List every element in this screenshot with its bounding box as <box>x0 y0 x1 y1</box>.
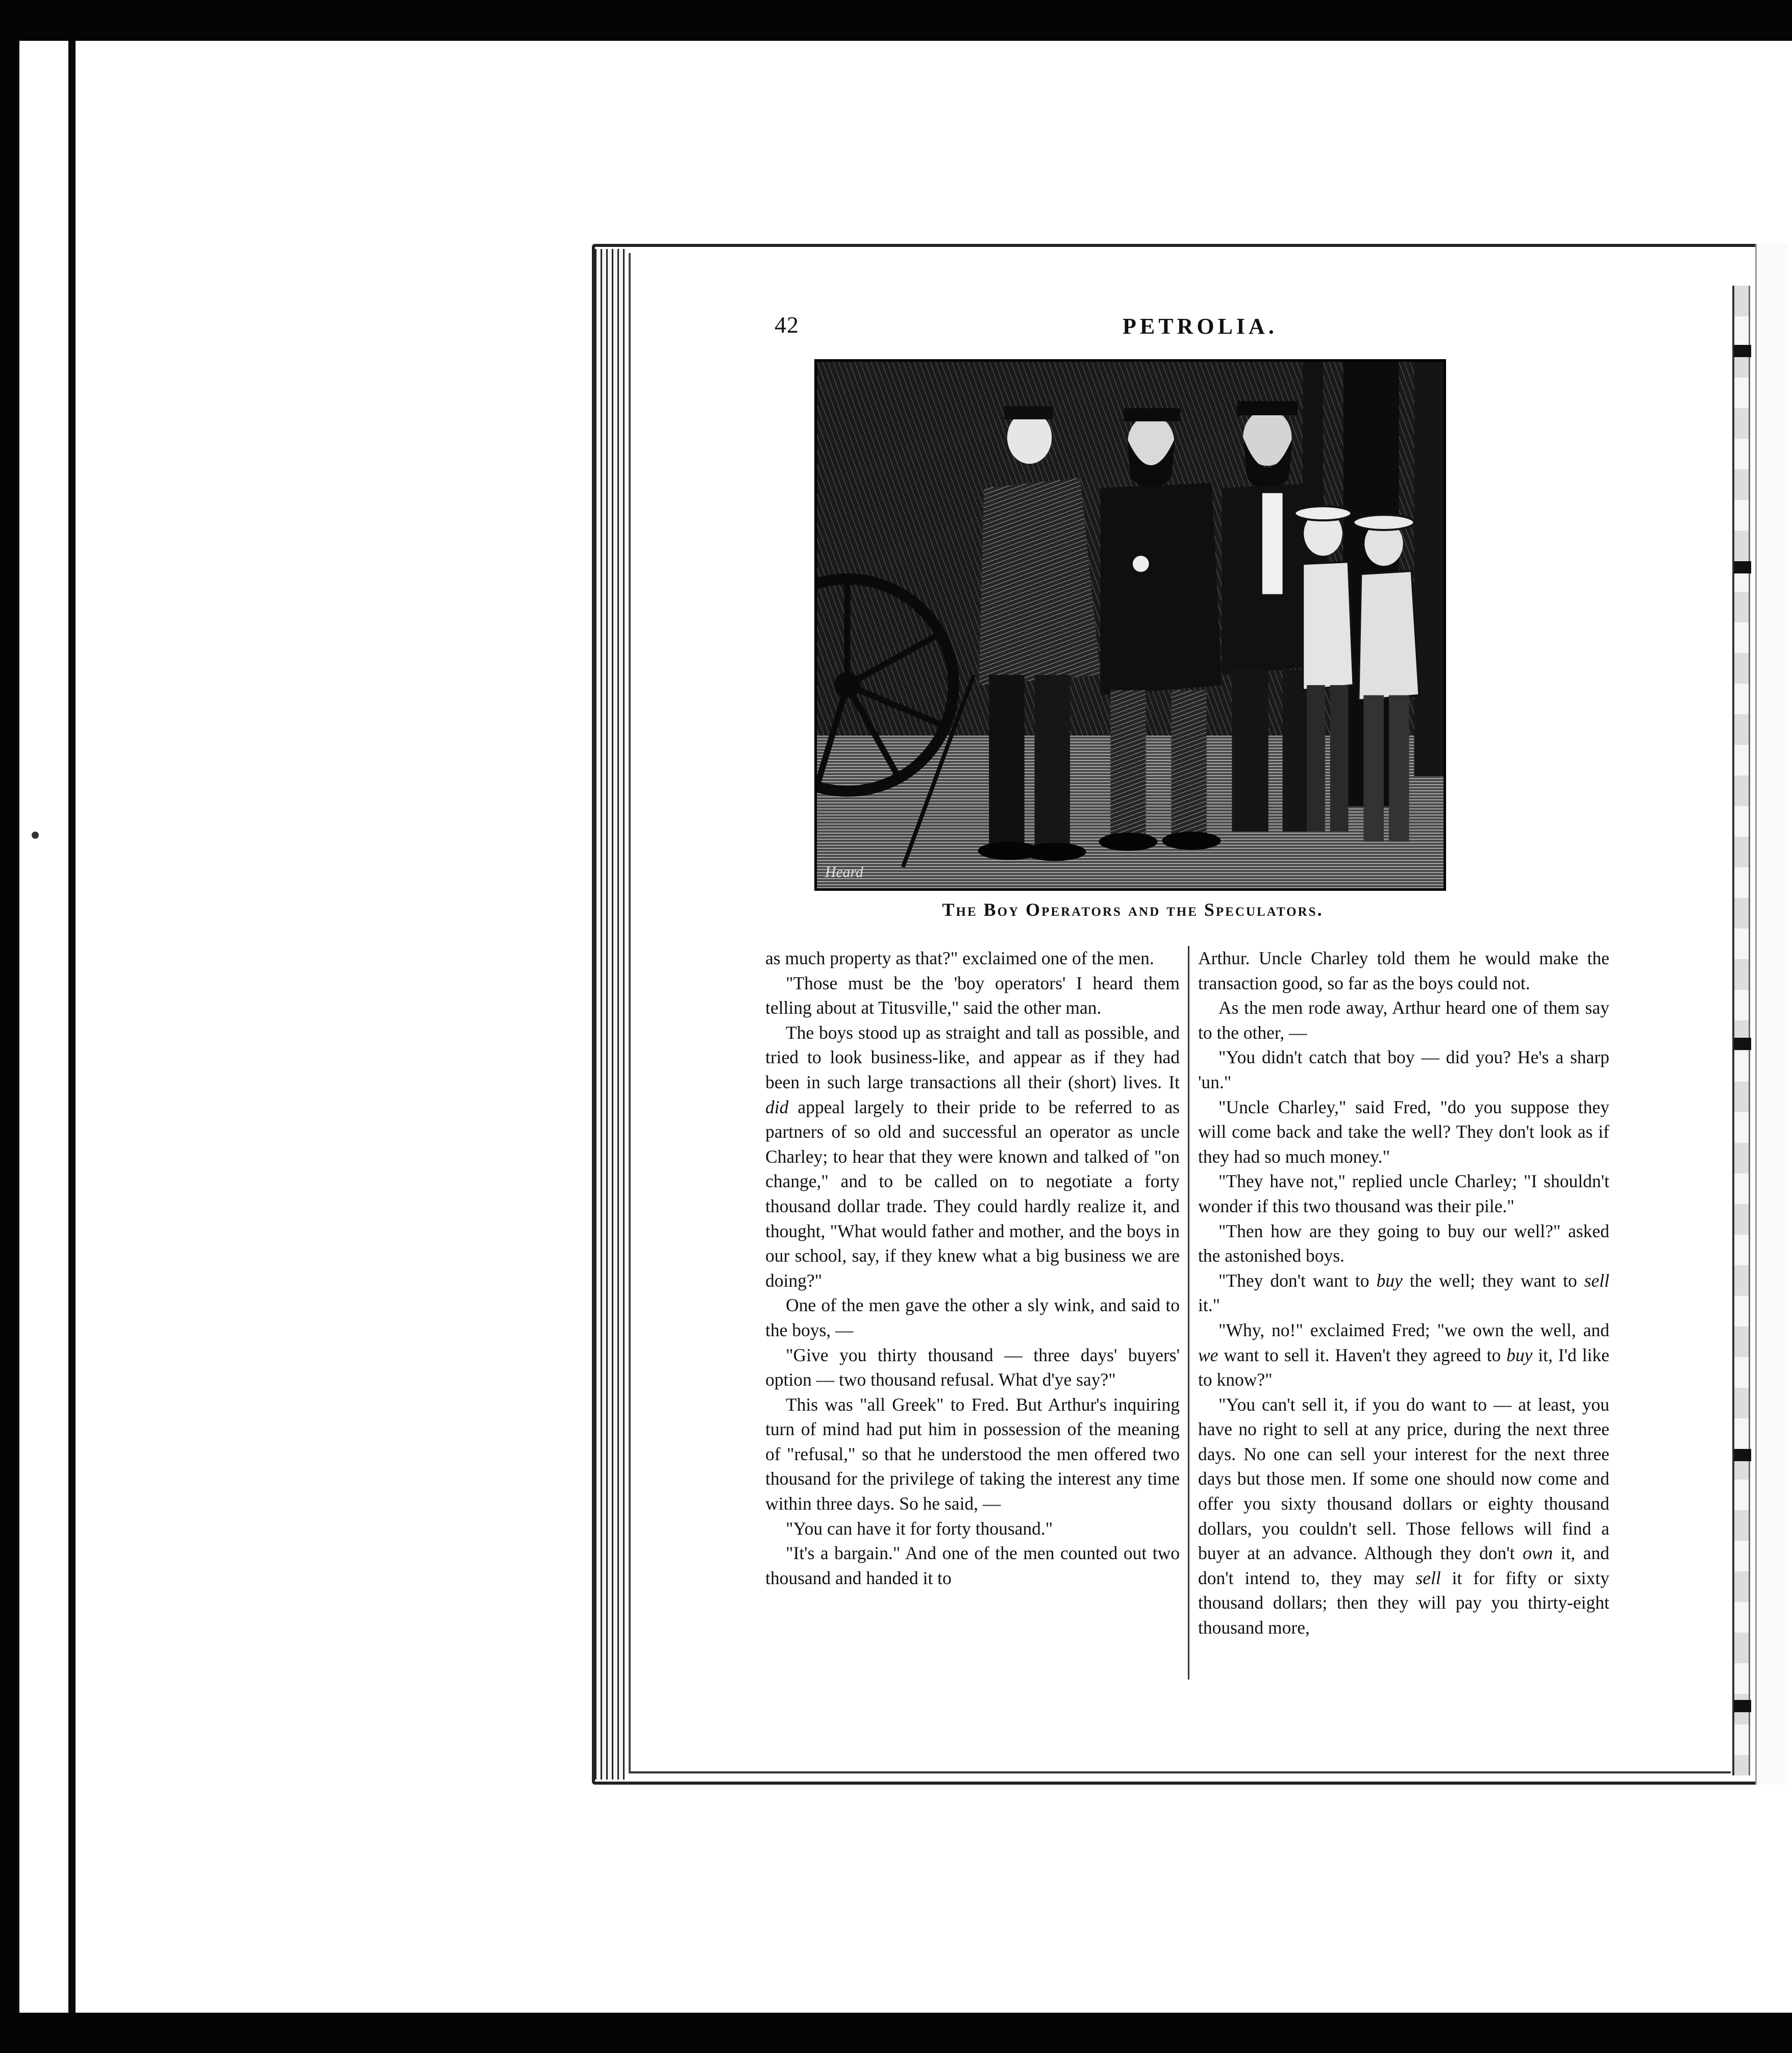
scan-margin <box>19 41 68 2013</box>
paragraph: "Give you thirty thousand — three days' buyers' option — two thousand refusal. What d'ye say?" <box>765 1344 1180 1390</box>
column-divider <box>1188 946 1189 1680</box>
paragraph: Arthur. Uncle Charley told them he would make the transaction good, so far as the boys could not. <box>1198 948 1609 993</box>
paragraph: "You can't sell it, if you do want to — at least, you have no right to sell at any price, during the next three days. No one can sell your interest for the next three days but those men. If some one should now come and offer you sixty thousand dollars or eighty thousand dollars, you couldn't sell. Those fellows will find a buyer at an advance. Although they don't own it, and don't intend to, they may sell it for fifty or sixty thousand dollars; then they will pay you thirty-eight thousand more, <box>1198 1394 1610 1638</box>
book-gutter <box>1732 286 1750 1775</box>
paragraph: "It's a bargain." And one of the men counted out two thousand and handed it to <box>765 1543 1180 1588</box>
edge-tab <box>1734 1700 1751 1712</box>
paragraph: "Why, no!" exclaimed Fred; "we own the well, and we want to sell it. Haven't they agreed to buy it, I'd like to know?" <box>1198 1319 1609 1390</box>
scan-border-left <box>0 31 19 2020</box>
edge-tab <box>1734 1449 1751 1461</box>
paragraph: "You can have it for forty thousand." <box>786 1518 1053 1539</box>
scan-border-bottom <box>0 2013 1792 2053</box>
scan-border-rule <box>68 41 76 2013</box>
paragraph: "They don't want to buy the well; they want to sell it." <box>1198 1270 1609 1316</box>
edge-tab <box>1734 561 1751 573</box>
paragraph: "Those must be the 'boy operators' I heard them telling about at Titusville," said the other man. <box>765 972 1180 1018</box>
dust-speck <box>32 832 39 839</box>
page-number: 42 <box>775 312 799 338</box>
illustration-caption: The Boy Operators and the Speculators. <box>942 899 1324 920</box>
page-edges <box>595 249 625 1780</box>
edge-tab <box>1734 345 1751 357</box>
text-column-right <box>1198 946 1609 1640</box>
paragraph: As the men rode away, Arthur heard one of them say to the other, — <box>1198 997 1609 1043</box>
paragraph: "Uncle Charley," said Fred, "do you suppose they will come back and take the well? They don't look as if they had so much money." <box>1198 1096 1609 1167</box>
engraving-drawing <box>817 362 1443 888</box>
paragraph: as much property as that?" exclaimed one of the men. <box>765 948 1154 968</box>
text-column-left <box>765 946 1180 1590</box>
paragraph: The boys stood up as straight and tall as possible, and tried to look business-like, and appear as if they had been in such large transactions all their (short) lives. It did appeal largely to their pride to be referred to as partners of so old and successful an operator as uncle Charley; to hear that they were known and talked of "on change," and to be called on to negotiate a forty thousand dollar trade. They could hardly realize it, and thought, "What would father and mother, and the boys in our school, say, if they knew what a big business we are doing?" <box>765 1022 1180 1291</box>
scan-border-top <box>0 0 1792 41</box>
artist-signature: Heard <box>825 864 863 881</box>
paragraph: One of the men gave the other a sly wink, and said to the boys, — <box>765 1295 1180 1340</box>
book-right-edge <box>1755 244 1787 1785</box>
paragraph: "They have not," replied uncle Charley; "I shouldn't wonder if this two thousand was their pile." <box>1198 1171 1609 1216</box>
engraving-illustration <box>814 359 1446 891</box>
paragraph: "Then how are they going to buy our well?" asked the astonished boys. <box>1198 1220 1609 1266</box>
running-title: PETROLIA. <box>1123 314 1278 339</box>
paragraph: "You didn't catch that boy — did you? He's a sharp 'un." <box>1198 1047 1609 1092</box>
paragraph: This was "all Greek" to Fred. But Arthur's inquiring turn of mind had put him in possession of the meaning of "refusal," so that he understood the men offered two thousand for the privilege of taking the interest any time within three days. So he said, — <box>765 1394 1180 1514</box>
edge-tab <box>1734 1038 1751 1050</box>
